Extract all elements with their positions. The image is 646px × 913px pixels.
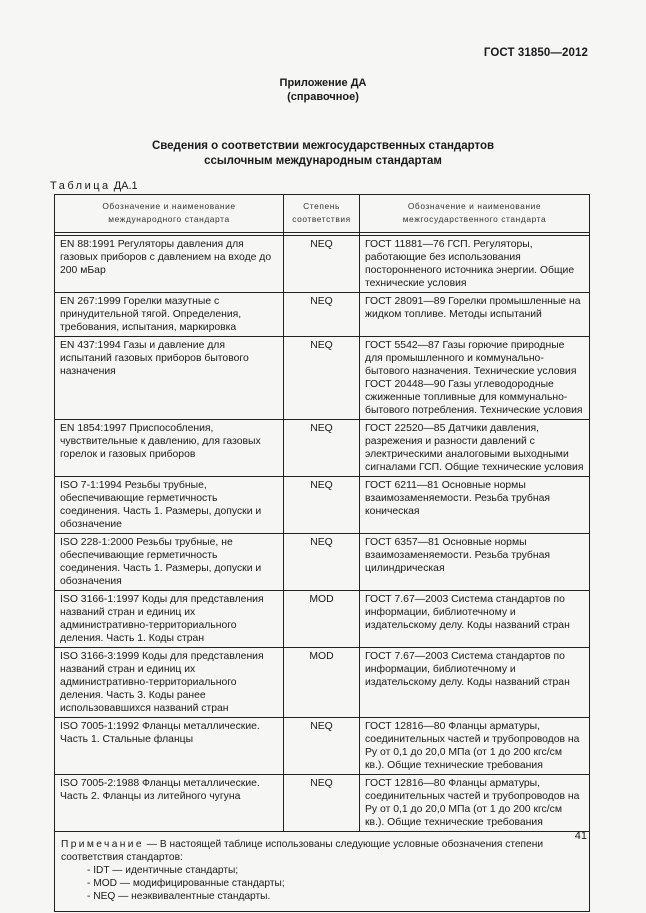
table-row [55,718,590,775]
note-lead: Примечание [61,839,144,850]
intl-standard-cell: ISO 3166-3:1999 Коды для представления названий стран и единиц их административно-территориального деления. Часть 3. Коды ранее использовавшихся названий стран [55,648,284,718]
table-row [55,648,590,718]
table-caption [50,180,138,192]
interstate-standard-cell [360,477,590,534]
interstate-standard-entry: ГОСТ 22520—85 Датчики давления, разрежения и разности давлений с электрическими аналоговыми выходными сигналами ГСП. Общие технические условия [365,423,584,473]
note-text: — В настоящей таблице использованы следующие условные обозначения степени соответствия стандартов: [61,839,544,863]
interstate-standard-cell [360,648,590,718]
table-header-row [55,195,590,233]
interstate-standard-cell [360,337,590,420]
intl-standard-cell: EN 88:1991 Регуляторы давления для газовых приборов с давлением на входе до 200 мБар [55,236,284,293]
section-heading-line2: ссылочным международным стандартам [204,155,442,167]
note-item-mod: - MOD — модифицированные стандарты; [87,878,285,889]
degree-cell: NEQ [284,775,360,832]
degree-cell: NEQ [284,420,360,477]
degree-cell: MOD [284,648,360,718]
interstate-standard-entry: ГОСТ 12816—80 Фланцы арматуры, соединительных частей и трубопроводов на Pу от 0,1 до 20,0 МПа (от 1 до 200 кгс/см кв.). Общие технические требования [365,778,580,828]
intl-standard-cell: ISO 7-1:1994 Резьбы трубные, обеспечивающие герметичность соединения. Часть 1. Размеры, допуски и обозначение [55,477,284,534]
intl-standard-cell: ISO 7005-1:1992 Фланцы металлические. Часть 1. Стальные фланцы [55,718,284,775]
table-row [55,591,590,648]
header-intl-line2: международного стандарта [108,214,230,224]
interstate-standard-cell [360,236,590,293]
header-interstate-line1: Обозначение и наименование [407,201,542,211]
table-caption-word: Таблица [50,180,111,192]
header-degree-line1: Степень [303,201,340,211]
table-row [55,420,590,477]
interstate-standard-entry: ГОСТ 11881—76 ГСП. Регуляторы, работающие без использования посторонненого источника энергии. Общие технические условия [365,239,575,289]
degree-cell: MOD [284,591,360,648]
annex-heading [0,76,646,104]
intl-standard-cell: EN 1854:1997 Приспособления, чувствительные к давлению, для газовых горелок и газовых приборов [55,420,284,477]
interstate-standard-entry: ГОСТ 28091—89 Горелки промышленные на жидком топливе. Методы испытаний [365,296,581,320]
table-note-row [55,832,590,912]
interstate-standard-entry: ГОСТ 7.67—2003 Система стандартов по информации, библиотечному и издательскому делу. Коды названий стран [365,594,570,631]
header-interstate-line2: межгосударственного стандарта [402,214,547,224]
interstate-standard-entry: ГОСТ 20448—90 Газы углеводородные сжиженные топливные для коммунально-бытового потребления. Технические условия [365,379,583,416]
interstate-standard-entry: ГОСТ 6357—81 Основные нормы взаимозаменяемости. Резьба трубная цилиндрическая [365,537,551,574]
interstate-standard-cell [360,775,590,832]
table-row [55,477,590,534]
degree-cell: NEQ [284,718,360,775]
correspondence-table [54,194,590,912]
interstate-standard-entry: ГОСТ 12816—80 Фланцы арматуры, соединительных частей и трубопроводов на Pу от 0,1 до 20,0 МПа (от 1 до 200 кгс/см кв.). Общие технические требования [365,721,580,771]
table-row [55,293,590,337]
degree-cell: NEQ [284,477,360,534]
interstate-standard-cell [360,420,590,477]
note-paragraph [61,838,581,864]
interstate-standard-entry: ГОСТ 5542—87 Газы горючие природные для промышленного и коммунально-бытового назначения. Технические условия [365,340,577,377]
table-caption-id: ДА.1 [113,180,138,192]
interstate-standard-cell [360,591,590,648]
intl-standard-cell: EN 437:1994 Газы и давление для испытаний газовых приборов бытового назначения [55,337,284,420]
interstate-standard-cell [360,293,590,337]
intl-standard-cell: EN 267:1999 Горелки мазутные с принудительной тягой. Определения, требования, испытания, маркировка [55,293,284,337]
header-intl [55,195,284,233]
table-row [55,534,590,591]
table-row [55,775,590,832]
page-number: 41 [574,830,587,842]
annex-subtitle: (справочное) [287,91,359,103]
header-interstate [360,195,590,233]
note-item-idt: - IDT — идентичные стандарты; [87,865,239,876]
degree-cell: NEQ [284,293,360,337]
section-heading [0,139,646,169]
interstate-standard-entry: ГОСТ 6211—81 Основные нормы взаимозаменяемости. Резьба трубная коническая [365,480,551,517]
interstate-standard-cell [360,534,590,591]
degree-cell: NEQ [284,337,360,420]
table-row [55,337,590,420]
intl-standard-cell: ISO 3166-1:1997 Коды для представления названий стран и единиц их административно-территориального деления. Часть 1. Коды стран [55,591,284,648]
annex-title: Приложение ДА [279,77,367,89]
intl-standard-cell: ISO 7005-2:1988 Фланцы металлические. Часть 2. Фланцы из литейного чугуна [55,775,284,832]
header-intl-line1: Обозначение и наименование [102,201,236,211]
header-degree-line2: соответствия [292,214,351,224]
table-row [55,236,590,293]
section-heading-line1: Сведения о соответствии межгосударственных стандартов [151,140,495,152]
table-note [55,832,590,912]
note-item-neq: - NEQ — неэквивалентные стандарты. [87,891,271,902]
degree-cell: NEQ [284,236,360,293]
interstate-standard-cell [360,718,590,775]
degree-cell: NEQ [284,534,360,591]
table-body [55,236,590,832]
header-degree [284,195,360,233]
interstate-standard-entry: ГОСТ 7.67—2003 Система стандартов по информации, библиотечному и издательскому делу. Коды названий стран [365,651,570,688]
document-code: ГОСТ 31850—2012 [483,47,588,59]
intl-standard-cell: ISO 228-1:2000 Резьбы трубные, не обеспечивающие герметичность соединения. Часть 1. Размеры, допуски и обозначения [55,534,284,591]
